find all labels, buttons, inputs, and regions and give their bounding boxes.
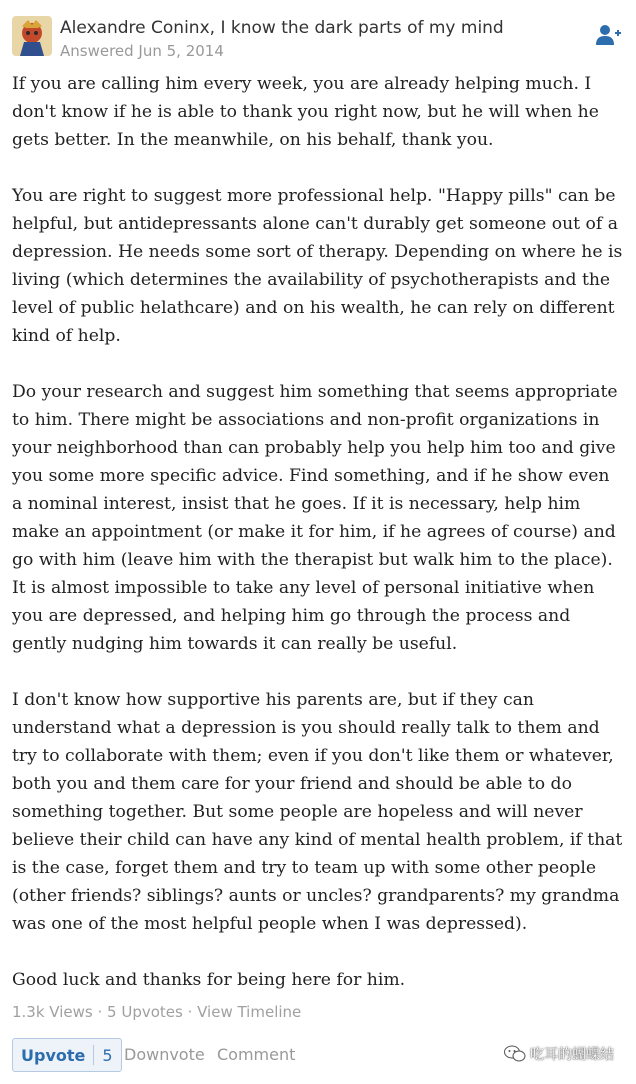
answer-stats[interactable]: 1.3k Views · 5 Upvotes · View Timeline [12, 1003, 302, 1021]
answer-header [12, 14, 624, 62]
add-user-icon[interactable] [596, 24, 622, 46]
upvote-divider [93, 1045, 94, 1065]
watermark [504, 1044, 614, 1064]
avatar[interactable] [12, 16, 52, 56]
author-name[interactable]: Alexandre Coninx, I know the dark parts of my mind [60, 18, 504, 38]
wechat-icon [504, 1045, 526, 1063]
answer-body [12, 70, 624, 1022]
answered-date[interactable]: Answered Jun 5, 2014 [60, 42, 224, 60]
answer-paragraph: Do your research and suggest him something that seems appropriate to him. There might be associations and non-profit organizations in your neighborhood than can probably help you help him too and give you some more specific advice. Find something, and if he show even a nominal interest, insist that he goes. If it is necessary, help him make an appointment (or make it for him, if he agrees of course) and go with him (leave him with the therapist but walk him to the place). It is almost impossible to take any level of personal initiative when you are depressed, and helping him go through the process and gently nudging him towards it can really be useful. [12, 382, 618, 654]
upvote-button[interactable] [12, 1038, 122, 1072]
upvote-count: 5 [102, 1045, 113, 1065]
downvote-button[interactable]: Downvote [124, 1045, 205, 1064]
answer-paragraph: I don't know how supportive his parents are, but if they can understand what a depression is you should really talk to them and try to collaborate with them; even if you don't like them or whatever, both you and them care for your friend and should be able to do something together. But some people are hopeless and will never believe their child can have any kind of mental health problem, if that is the case, forget them and try to team up with some other people (other friends? siblings? aunts or uncles? grandparents? my grandma was one of the most helpful people when I was depressed). [12, 690, 623, 934]
answer-paragraph: You are right to suggest more professional help. "Happy pills" can be helpful, but antidepressants alone can't durably get someone out of a depression. He needs some sort of therapy. Depending on where he is living (which determines the availability of psychotherapists and the level of public helathcare) and on his wealth, he can rely on different kind of help. [12, 186, 623, 346]
answer-paragraph: If you are calling him every week, you are already helping much. I don't know if he is able to thank you right now, but he will when he gets better. In the meanwhile, on his behalf, thank you. [12, 74, 599, 150]
comment-button[interactable]: Comment [217, 1045, 296, 1064]
upvote-label: Upvote [21, 1045, 86, 1065]
watermark-text: 吃耳的蝴蝶结 [530, 1047, 614, 1063]
answer-paragraph: Good luck and thanks for being here for him. [12, 970, 406, 990]
